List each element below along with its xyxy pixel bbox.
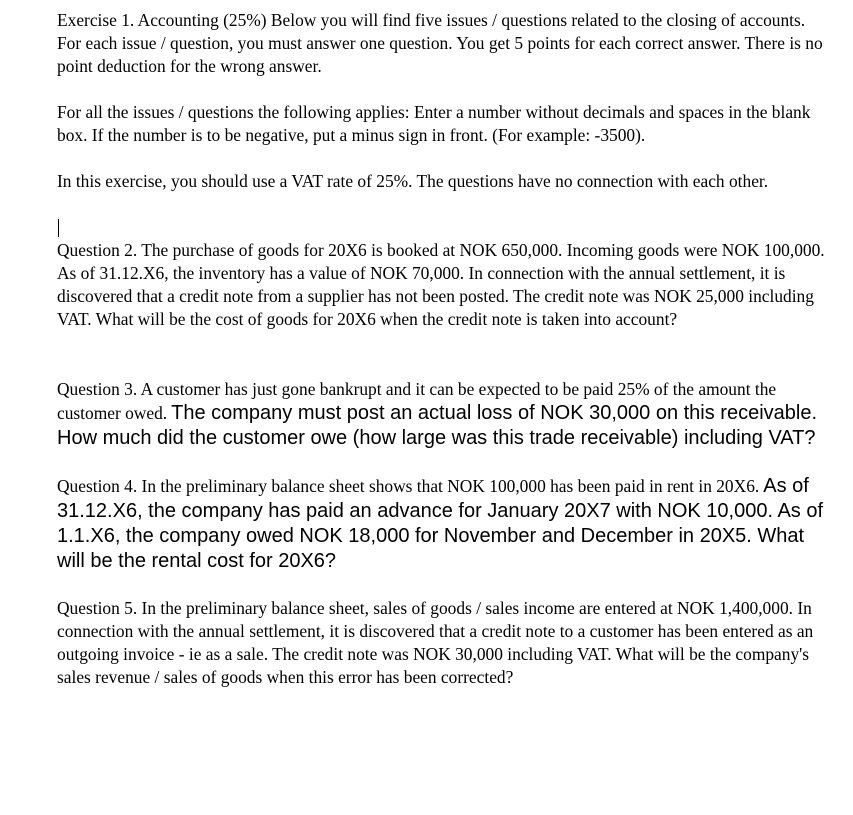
- question-2: Question 2. The purchase of goods for 20X6 is booked at NOK 650,000. Incoming goods were NOK 100,000. As of 31.12.X6, the inventory has a value of NOK 70,000. In connection with the annual settlement, it is discovered that a credit note from a supplier has not been posted. The credit note was NOK 25,000 including VAT. What will be the cost of goods for 20X6 when the credit note is taken into account?: [57, 240, 825, 329]
- answer-rules: For all the issues / questions the following applies: Enter a number without decimals and spaces in the blank box. If the number is to be negative, put a minus sign in front. (For example: -3500).: [57, 102, 811, 145]
- text-cursor-line[interactable]: [57, 216, 827, 239]
- vat-note: In this exercise, you should use a VAT rate of 25%. The questions have no connection with each other.: [57, 171, 769, 191]
- question-4: [57, 474, 827, 574]
- question-5: Question 5. In the preliminary balance sheet, sales of goods / sales income are entered at NOK 1,400,000. In connection with the annual settlement, it is discovered that a credit note to a customer has been entered as an outgoing invoice - ie as a sale. The credit note was NOK 30,000 including VAT. What will be the company's sales revenue / sales of goods when this error has been corrected?: [57, 598, 814, 687]
- question-3-part-1: Question 3. A customer has just gone bankrupt and it can be expected to be paid 25% of the amount the customer owed.: [57, 379, 777, 423]
- question-4-part-2: As of 31.12.X6, the company has paid an advance for January 20X7 with NOK 10,000. As of 1.1.X6, the company owed NOK 18,000 for November and December in 20X5. What will be the rental cost for 20X6?: [57, 475, 824, 572]
- document-body: [57, 9, 827, 689]
- text-cursor: [58, 219, 59, 237]
- question-4-part-1: Question 4. In the preliminary balance sheet shows that NOK 100,000 has been paid in rent in 20X6.: [57, 476, 760, 496]
- exercise-intro: Exercise 1. Accounting (25%) Below you will find five issues / questions related to the closing of accounts. For each issue / question, you must answer one question. You get 5 points for each correct answer. There is no point deduction for the wrong answer.: [57, 10, 823, 76]
- question-3: [57, 378, 827, 451]
- question-3-part-2: The company must post an actual loss of NOK 30,000 on this receivable. How much did the customer owe (how large was this trade receivable) including VAT?: [57, 402, 818, 449]
